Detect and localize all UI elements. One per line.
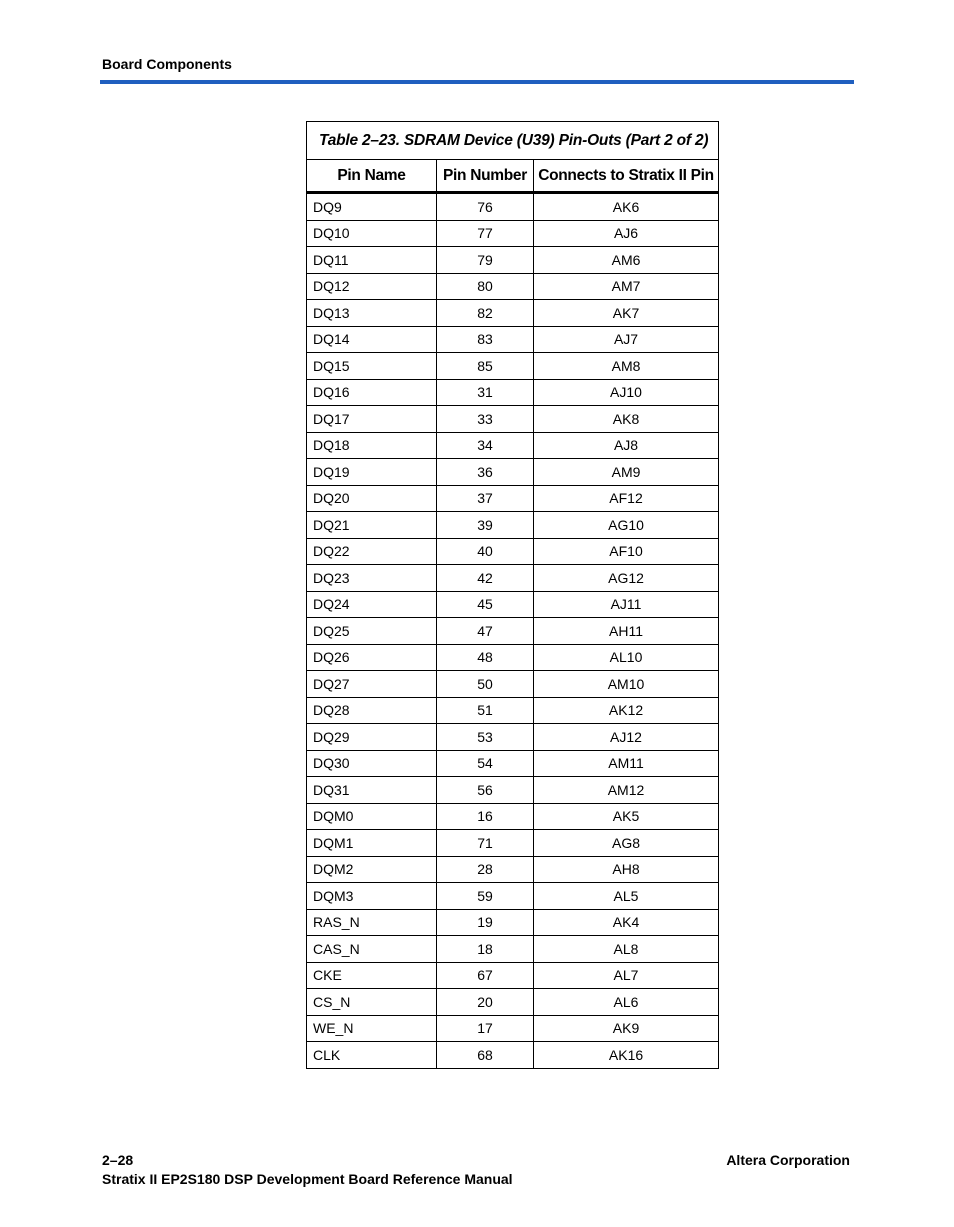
stratix-pin-cell: AG12: [534, 565, 719, 592]
pin-name-cell: DQ31: [307, 777, 437, 804]
table-row: [307, 671, 719, 698]
table-row: [307, 273, 719, 300]
table-row: [307, 247, 719, 274]
pin-name-cell: DQ18: [307, 432, 437, 459]
pinout-table-container: [306, 121, 718, 1069]
table-row: [307, 432, 719, 459]
pin-name-cell: DQ29: [307, 724, 437, 751]
stratix-pin-cell: AK9: [534, 1015, 719, 1042]
pin-name-cell: DQ19: [307, 459, 437, 486]
pin-number-cell: 31: [437, 379, 534, 406]
stratix-pin-cell: AK6: [534, 193, 719, 221]
pin-number-cell: 59: [437, 883, 534, 910]
pin-number-cell: 54: [437, 750, 534, 777]
stratix-pin-cell: AL8: [534, 936, 719, 963]
pin-name-cell: CKE: [307, 962, 437, 989]
pin-number-cell: 67: [437, 962, 534, 989]
pin-name-cell: DQ17: [307, 406, 437, 433]
pin-number-cell: 18: [437, 936, 534, 963]
pin-number-cell: 42: [437, 565, 534, 592]
pin-name-cell: DQ14: [307, 326, 437, 353]
stratix-pin-cell: AG10: [534, 512, 719, 539]
table-row: [307, 618, 719, 645]
header-rule: [100, 80, 854, 84]
table-row: [307, 936, 719, 963]
table-body: [307, 193, 719, 1069]
table-row: [307, 1015, 719, 1042]
pin-name-cell: DQM3: [307, 883, 437, 910]
pin-name-cell: CS_N: [307, 989, 437, 1016]
table-row: [307, 459, 719, 486]
pin-name-cell: DQ27: [307, 671, 437, 698]
table-row: [307, 697, 719, 724]
pin-name-cell: DQ16: [307, 379, 437, 406]
table-row: [307, 909, 719, 936]
pin-name-cell: RAS_N: [307, 909, 437, 936]
pin-name-cell: DQ21: [307, 512, 437, 539]
pin-number-cell: 76: [437, 193, 534, 221]
pin-number-cell: 51: [437, 697, 534, 724]
stratix-pin-cell: AL6: [534, 989, 719, 1016]
pin-number-cell: 79: [437, 247, 534, 274]
table-row: [307, 724, 719, 751]
pin-name-cell: DQ20: [307, 485, 437, 512]
table-caption: Table 2–23. SDRAM Device (U39) Pin-Outs (Part 2 of 2): [307, 122, 719, 160]
table-row: [307, 777, 719, 804]
stratix-pin-cell: AM6: [534, 247, 719, 274]
pin-number-cell: 28: [437, 856, 534, 883]
pin-number-cell: 50: [437, 671, 534, 698]
stratix-pin-cell: AL7: [534, 962, 719, 989]
table-row: [307, 538, 719, 565]
manual-title: Stratix II EP2S180 DSP Development Board Reference Manual: [102, 1171, 513, 1187]
pin-number-cell: 16: [437, 803, 534, 830]
pin-number-cell: 20: [437, 989, 534, 1016]
stratix-pin-cell: AH11: [534, 618, 719, 645]
table-row: [307, 644, 719, 671]
pin-name-cell: DQ22: [307, 538, 437, 565]
table-row: [307, 406, 719, 433]
pin-number-cell: 77: [437, 220, 534, 247]
pin-name-cell: DQM0: [307, 803, 437, 830]
table-row: [307, 379, 719, 406]
stratix-pin-cell: AJ6: [534, 220, 719, 247]
pin-name-cell: DQ13: [307, 300, 437, 327]
stratix-pin-cell: AK8: [534, 406, 719, 433]
stratix-pin-cell: AM11: [534, 750, 719, 777]
pin-number-cell: 82: [437, 300, 534, 327]
pin-number-cell: 37: [437, 485, 534, 512]
stratix-pin-cell: AF10: [534, 538, 719, 565]
table-row: [307, 353, 719, 380]
stratix-pin-cell: AK12: [534, 697, 719, 724]
stratix-pin-cell: AM9: [534, 459, 719, 486]
stratix-pin-cell: AK5: [534, 803, 719, 830]
pin-name-cell: DQ24: [307, 591, 437, 618]
pin-name-cell: DQM1: [307, 830, 437, 857]
pin-name-cell: DQ11: [307, 247, 437, 274]
stratix-pin-cell: AM10: [534, 671, 719, 698]
table-row: [307, 803, 719, 830]
pin-name-cell: DQ26: [307, 644, 437, 671]
footer-left: [102, 1151, 513, 1189]
table-row: [307, 750, 719, 777]
pin-name-cell: DQ9: [307, 193, 437, 221]
pin-number-cell: 48: [437, 644, 534, 671]
pin-number-cell: 40: [437, 538, 534, 565]
stratix-pin-cell: AF12: [534, 485, 719, 512]
pin-name-cell: DQ23: [307, 565, 437, 592]
stratix-pin-cell: AM12: [534, 777, 719, 804]
pin-number-cell: 19: [437, 909, 534, 936]
pin-number-cell: 56: [437, 777, 534, 804]
table-row: [307, 883, 719, 910]
pin-number-cell: 33: [437, 406, 534, 433]
pin-number-cell: 47: [437, 618, 534, 645]
stratix-pin-cell: AK4: [534, 909, 719, 936]
table-row: [307, 1042, 719, 1069]
pin-number-cell: 71: [437, 830, 534, 857]
stratix-pin-cell: AJ7: [534, 326, 719, 353]
stratix-pin-cell: AM8: [534, 353, 719, 380]
footer-right: [726, 1151, 850, 1170]
table-row: [307, 220, 719, 247]
table-row: [307, 326, 719, 353]
table-row: [307, 856, 719, 883]
table-row: [307, 565, 719, 592]
stratix-pin-cell: AL5: [534, 883, 719, 910]
pin-name-cell: DQM2: [307, 856, 437, 883]
pin-number-cell: 53: [437, 724, 534, 751]
stratix-pin-cell: AK7: [534, 300, 719, 327]
column-header-pin-name: Pin Name: [307, 160, 437, 193]
table-row: [307, 989, 719, 1016]
table-row: [307, 830, 719, 857]
stratix-pin-cell: AH8: [534, 856, 719, 883]
pin-number-cell: 80: [437, 273, 534, 300]
pin-number-cell: 36: [437, 459, 534, 486]
section-title: Board Components: [102, 56, 232, 72]
page-number: 2–28: [102, 1152, 134, 1168]
stratix-pin-cell: AJ8: [534, 432, 719, 459]
table-row: [307, 300, 719, 327]
stratix-pin-cell: AG8: [534, 830, 719, 857]
table-row: [307, 512, 719, 539]
pin-name-cell: DQ10: [307, 220, 437, 247]
company-name: Altera Corporation: [726, 1152, 850, 1168]
pin-number-cell: 45: [437, 591, 534, 618]
stratix-pin-cell: AL10: [534, 644, 719, 671]
stratix-pin-cell: AJ11: [534, 591, 719, 618]
pin-number-cell: 85: [437, 353, 534, 380]
stratix-pin-cell: AK16: [534, 1042, 719, 1069]
pinout-table: [306, 121, 719, 1069]
pin-number-cell: 17: [437, 1015, 534, 1042]
stratix-pin-cell: AJ10: [534, 379, 719, 406]
pin-number-cell: 34: [437, 432, 534, 459]
stratix-pin-cell: AM7: [534, 273, 719, 300]
pin-name-cell: CAS_N: [307, 936, 437, 963]
column-header-pin-number: Pin Number: [437, 160, 534, 193]
pin-name-cell: CLK: [307, 1042, 437, 1069]
pin-name-cell: DQ28: [307, 697, 437, 724]
pin-number-cell: 83: [437, 326, 534, 353]
pin-number-cell: 39: [437, 512, 534, 539]
table-row: [307, 193, 719, 221]
table-row: [307, 962, 719, 989]
pin-name-cell: DQ12: [307, 273, 437, 300]
pin-number-cell: 68: [437, 1042, 534, 1069]
stratix-pin-cell: AJ12: [534, 724, 719, 751]
pin-name-cell: DQ30: [307, 750, 437, 777]
pin-name-cell: WE_N: [307, 1015, 437, 1042]
table-row: [307, 591, 719, 618]
table-row: [307, 485, 719, 512]
pin-name-cell: DQ15: [307, 353, 437, 380]
column-header-connects-to: Connects to Stratix II Pin: [534, 160, 719, 193]
pin-name-cell: DQ25: [307, 618, 437, 645]
